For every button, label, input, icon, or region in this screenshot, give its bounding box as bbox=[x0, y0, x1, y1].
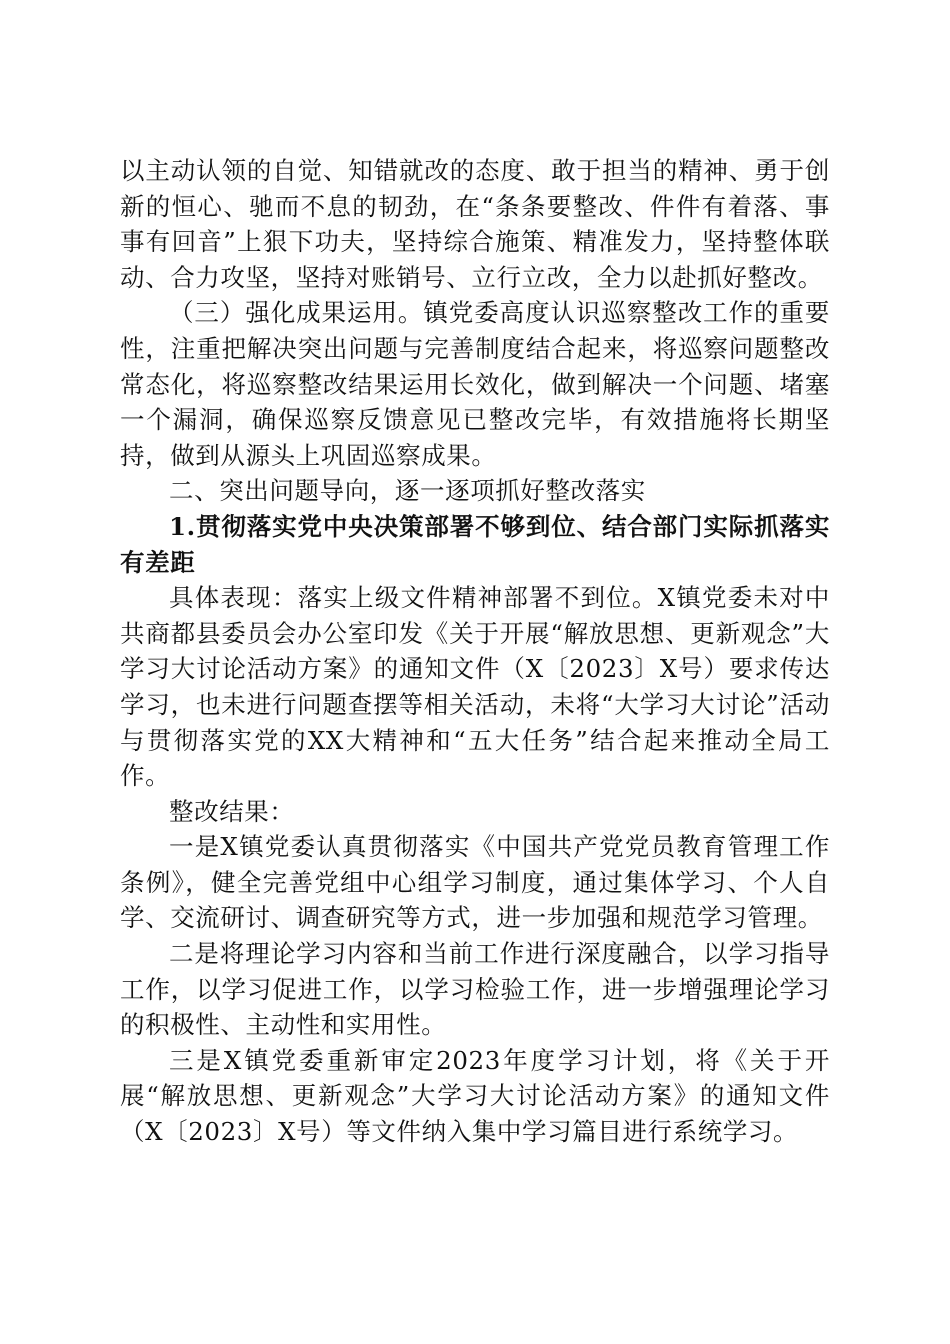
paragraph-result-three: 三是X镇党委重新审定2023年度学习计划，将《关于开展“解放思想、更新观念”大学习大讨论活动方案》的通知文件（X〔2023〕X号）等文件纳入集中学习篇目进行系统学习。 bbox=[120, 1045, 830, 1147]
heading-item-one: 1.贯彻落实党中央决策部署不够到位、结合部门实际抓落实有差距 bbox=[120, 511, 830, 577]
paragraph-result-one: 一是X镇党委认真贯彻落实《中国共产党党员教育管理工作条例》，健全完善党组中心组学习制度，通过集体学习、个人自学、交流研讨、调查研究等方式，进一步加强和规范学习管理。 bbox=[120, 832, 830, 933]
document-page bbox=[120, 153, 830, 1150]
paragraph-section-three bbox=[120, 295, 830, 473]
paragraph-result-two: 二是将理论学习内容和当前工作进行深度融合，以学习指导工作，以学习促进工作，以学习检验工作，进一步增强理论学习的积极性、主动性和实用性。 bbox=[120, 939, 830, 1040]
paragraph-continuation: 以主动认领的自觉、知错就改的态度、敢于担当的精神、勇于创新的恒心、驰而不息的韧劲，在“条条要整改、件件有着落、事事有回音”上狠下功夫，坚持综合施策、精准发力，坚持整体联动、合力攻坚，坚持对账销号、立行立改，全力以赴抓好整改。 bbox=[120, 156, 830, 292]
section-three-body: 镇党委高度认识巡察整改工作的重要性，注重把解决突出问题与完善制度结合起来，将巡察问题整改常态化，将巡察整改结果运用长效化，做到解决一个问题、堵塞一个漏洞，确保巡察反馈意见已整改完毕，有效措施将长期坚持，做到从源头上巩固巡察成果。 bbox=[120, 298, 830, 470]
paragraph-rectification-result-label: 整改结果： bbox=[169, 796, 295, 826]
heading-section-two: 二、突出问题导向，逐一逐项抓好整改落实 bbox=[169, 476, 646, 506]
section-three-lead: （三）强化成果运用。 bbox=[169, 298, 424, 328]
paragraph-specific-performance: 具体表现：落实上级文件精神部署不到位。X镇党委未对中共商都县委员会办公室印发《关于开展“解放思想、更新观念”大学习大讨论活动方案》的通知文件（X〔2023〕X号）要求传达学习，也未进行问题查摆等相关活动，未将“大学习大讨论”活动与贯彻落实党的XX大精神和“五大任务”结合起来推动全局工作。 bbox=[120, 583, 830, 791]
